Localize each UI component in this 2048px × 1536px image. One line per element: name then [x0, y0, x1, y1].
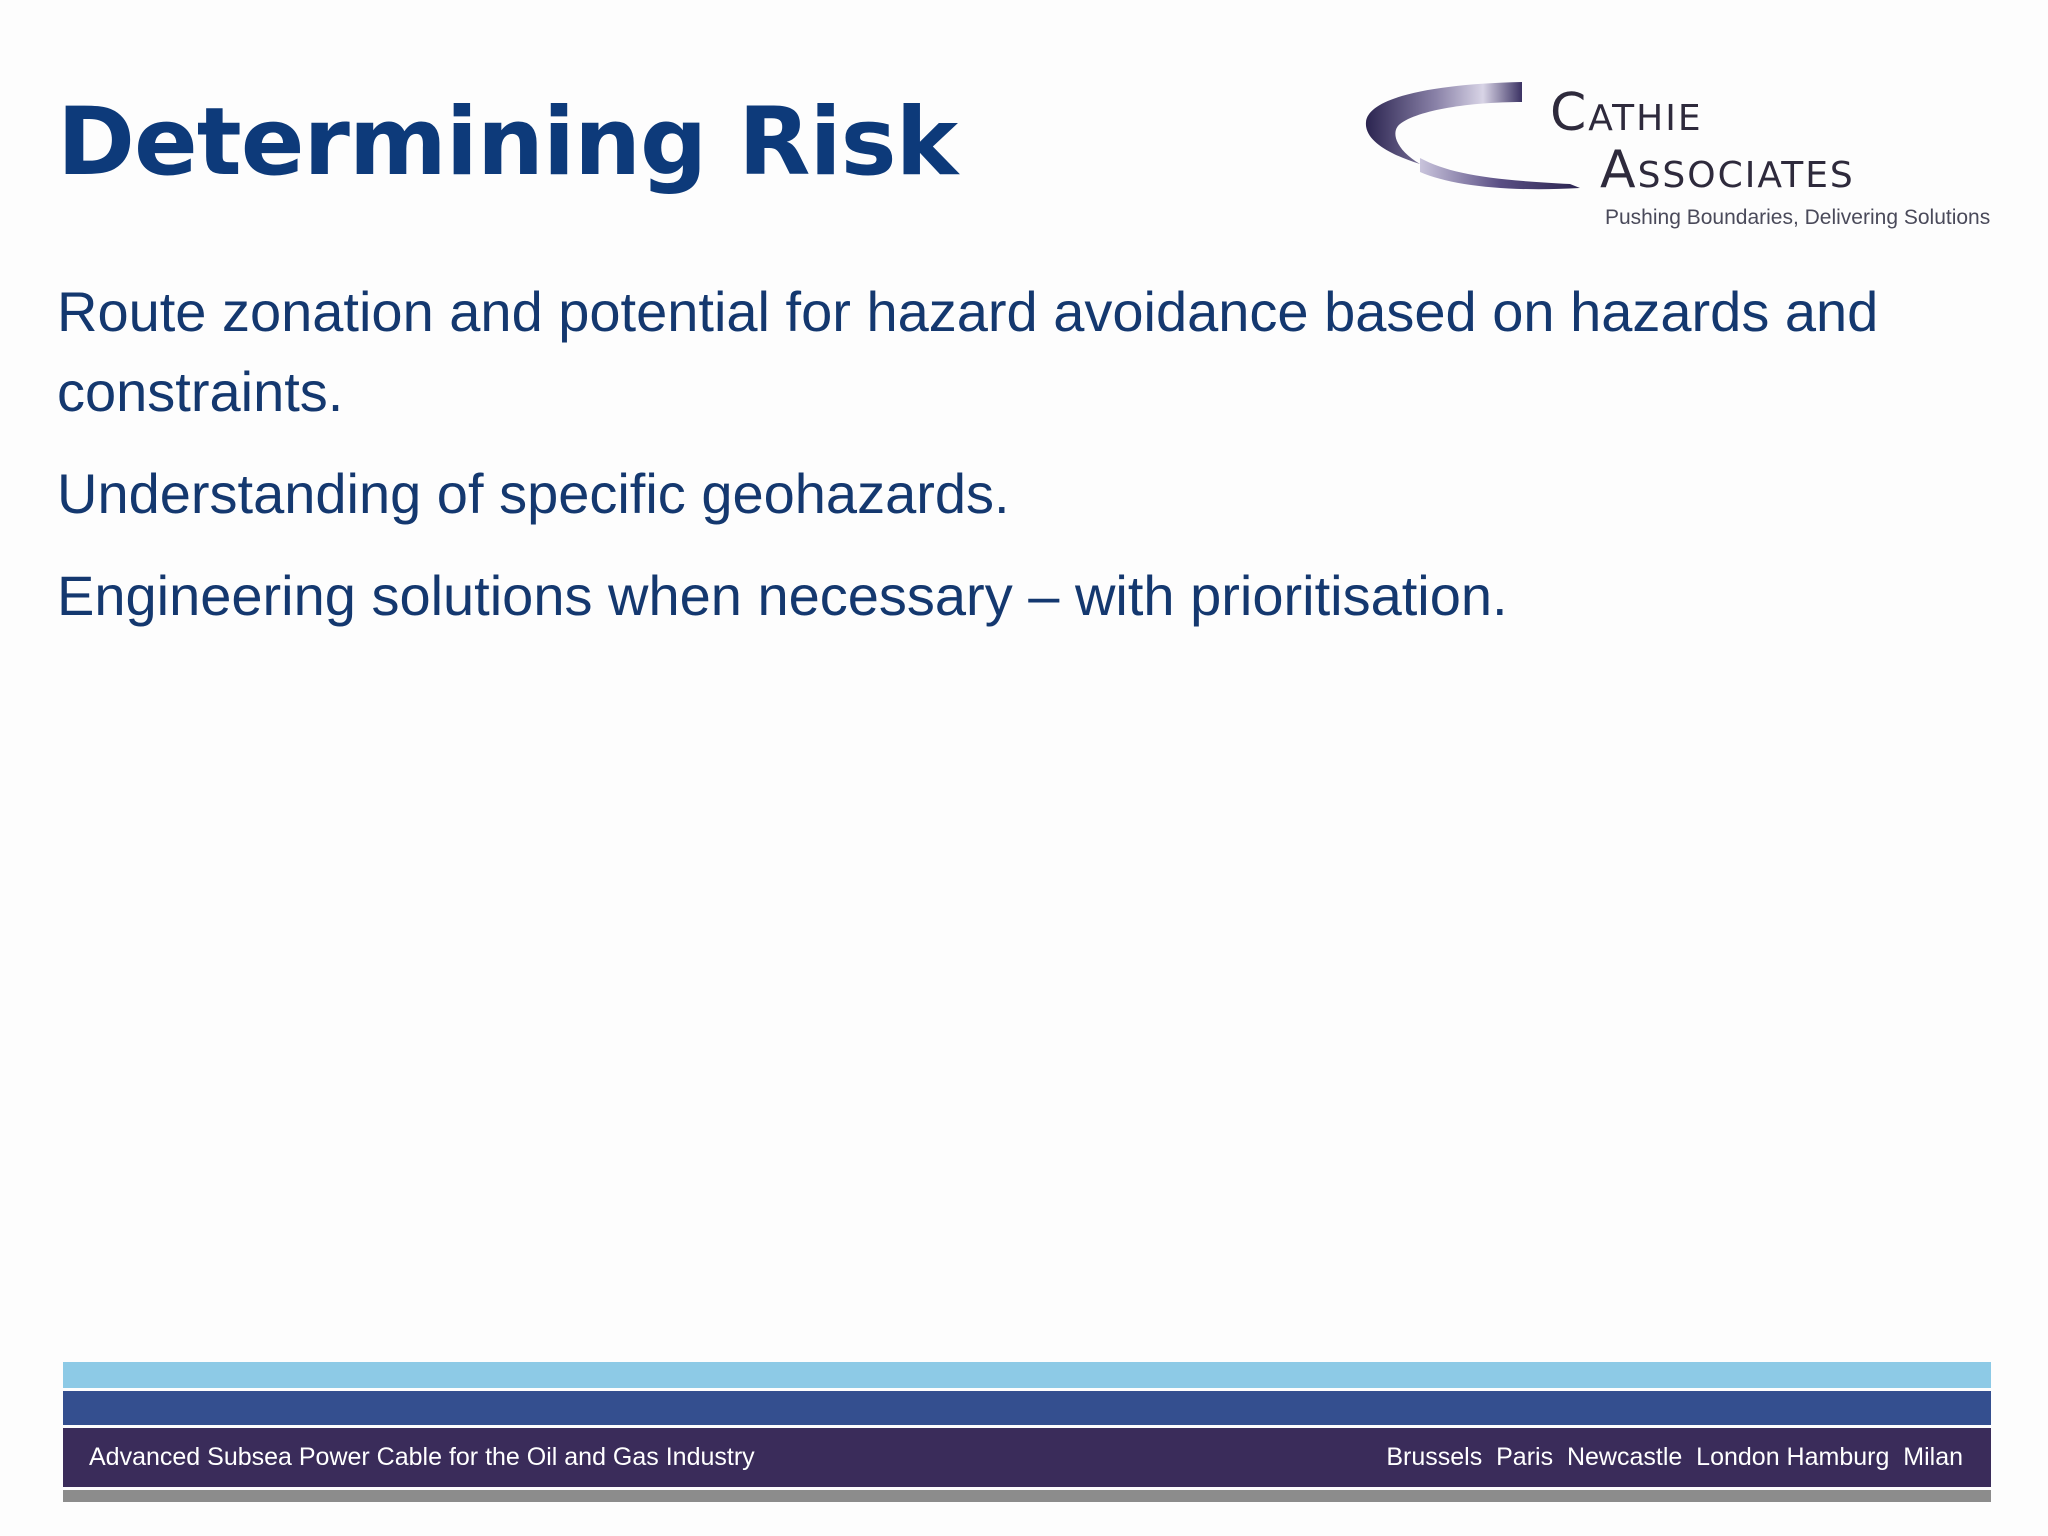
slide-title: Determining Risk	[57, 88, 958, 197]
logo-name-line-1: Cathie	[1550, 83, 1703, 143]
bullet-item: Engineering solutions when necessary – with prioritisation.	[57, 564, 1508, 627]
logo-tagline: Pushing Boundaries, Delivering Solutions	[1605, 206, 1990, 229]
bullet-item: Understanding of specific geohazards.	[57, 462, 1010, 525]
swoosh-icon	[1366, 82, 1580, 189]
bullet-list	[57, 272, 1957, 658]
footer-light-blue-band	[63, 1362, 1991, 1388]
footer-bar	[63, 1428, 1991, 1487]
logo-name-line-2: Associates	[1600, 140, 1855, 200]
footer-grey-band	[63, 1490, 1991, 1502]
footer-office-locations: Brussels Paris Newcastle London Hamburg Milan	[1386, 1443, 1963, 1471]
footer-event-title: Advanced Subsea Power Cable for the Oil and Gas Industry	[89, 1443, 755, 1471]
bullet-item: Route zonation and potential for hazard avoidance based on hazards and constraints.	[57, 280, 1879, 423]
company-logo	[1360, 72, 1990, 242]
footer-blue-band	[63, 1391, 1991, 1425]
